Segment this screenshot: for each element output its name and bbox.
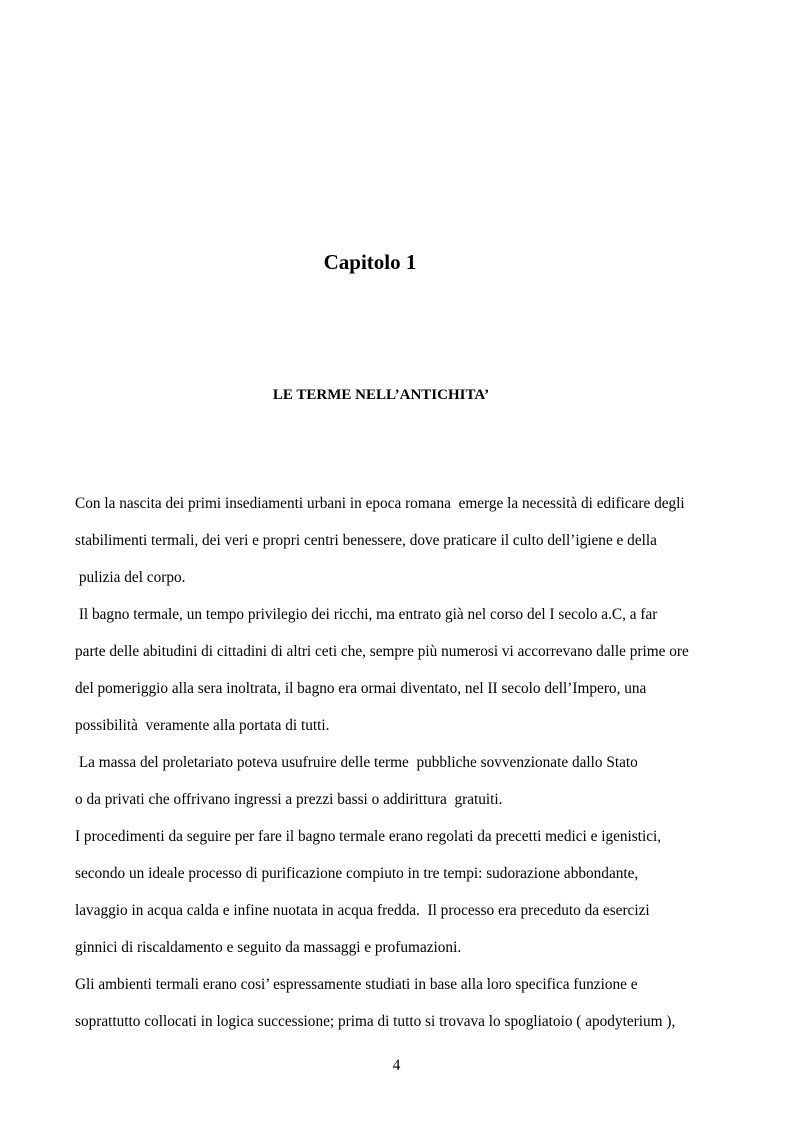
text-line: del pomeriggio alla sera inoltrata, il bagno era ormai diventato, nel II secolo dell’Impero, una [75, 680, 647, 697]
text-line: Gli ambienti termali erano cosi’ espressamente studiati in base alla loro specifica funzione e [75, 976, 638, 993]
page-number: 4 [392, 1057, 401, 1074]
text-line: stabilimenti termali, dei veri e propri centri benessere, dove praticare il culto dell’igiene e della [75, 532, 657, 549]
body-text [75, 493, 755, 1048]
text-line: Il bagno termale, un tempo privilegio dei ricchi, ma entrato già nel corso del I secolo a.C, a far [75, 606, 658, 623]
text-line: possibilità veramente alla portata di tutti. [75, 717, 330, 734]
chapter-title: Capitolo 1 [323, 250, 417, 274]
text-line: ginnici di riscaldamento e seguito da massaggi e profumazioni. [75, 939, 462, 956]
text-line: soprattutto collocati in logica successione; prima di tutto si trovava lo spogliatoio ( apodyterium ), [75, 1013, 676, 1030]
text-line: secondo un ideale processo di purificazione compiuto in tre tempi: sudorazione abbondante, [75, 865, 639, 882]
text-line: pulizia del corpo. [75, 569, 186, 586]
text-line: parte delle abitudini di cittadini di altri ceti che, sempre più numerosi vi accorrevano dalle prime ore [75, 643, 689, 660]
text-line: o da privati che offrivano ingressi a prezzi bassi o addirittura gratuiti. [75, 791, 503, 808]
text-line: Con la nascita dei primi insediamenti urbani in epoca romana emerge la necessità di edificare degli [75, 495, 685, 512]
text-line: lavaggio in acqua calda e infine nuotata in acqua fredda. Il processo era preceduto da esercizi [75, 902, 650, 919]
section-title: LE TERME NELL’ANTICHITA’ [272, 387, 490, 403]
text-line: I procedimenti da seguire per fare il bagno termale erano regolati da precetti medici e igenistici, [75, 828, 662, 845]
text-line: La massa del proletariato poteva usufruire delle terme pubbliche sovvenzionate dallo Stato [75, 754, 638, 771]
